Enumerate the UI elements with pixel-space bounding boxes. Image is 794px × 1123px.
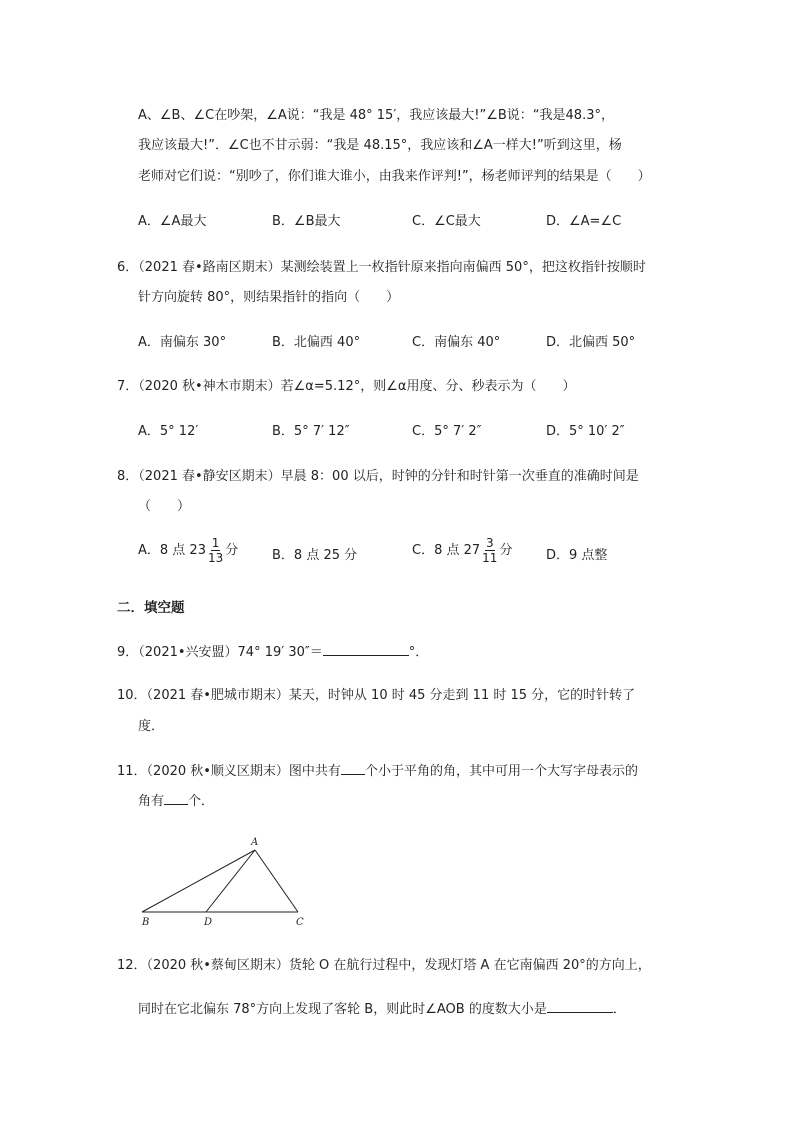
q12-end: ． — [612, 1002, 626, 1017]
q10-line-2: 度． — [138, 719, 165, 734]
q12-answer-blank[interactable] — [547, 1000, 613, 1013]
q11-text-1: 11．（2020 秋•顺义区期末）图中共有 — [117, 764, 341, 779]
q8-option-c-denominator: 11 — [482, 551, 498, 565]
q9-line — [117, 641, 428, 660]
q8-option-a-unit: 分 — [225, 543, 239, 558]
q5-option-b: B．∠B最大 — [272, 214, 341, 229]
q5-line-1: A、∠B、∠C在吵架，∠A说：“我是 48° 15′，我应该最大!”∠B说：“我是48.3°， — [138, 108, 614, 123]
q7-option-c: C．5° 7′ 2″ — [412, 424, 482, 439]
q8-option-b: B．8 点 25 分 — [272, 548, 358, 563]
q7-option-d: D．5° 10′ 2″ — [546, 424, 625, 439]
q11-text-3: 角有 — [138, 794, 165, 809]
q10-line-1: 10．（2021 春•肥城市期末）某天，时钟从 10 时 45 分走到 11 时 15 分，它的时针转了 — [117, 688, 636, 703]
q8-option-c-numerator: 3 — [485, 536, 494, 550]
q11-text-2: 个小于平角的角，其中可用一个大写字母表示的 — [364, 764, 638, 779]
q12-line-2 — [138, 998, 626, 1017]
q8-option-a-text: A．8 点 23 — [138, 543, 206, 558]
q12-text: 同时在它北偏东 78°方向上发现了客轮 B，则此时∠AOB 的度数大小是 — [138, 1002, 547, 1017]
q9-answer-blank[interactable] — [323, 643, 409, 656]
q11-answer-blank-1[interactable] — [341, 762, 365, 775]
q5-line-3: 老师对它们说：“别吵了，你们谁大谁小，由我来作评判!”，杨老师评判的结果是（ ） — [138, 169, 651, 184]
label-c: C — [296, 917, 304, 928]
q8-option-d: D．9 点整 — [546, 548, 608, 563]
q7-option-a: A．5° 12′ — [138, 424, 199, 439]
segment-ac — [255, 850, 298, 912]
q7-line-1: 7．（2020 秋•神木市期末）若∠α=5.12°，则∠α用度、分、秒表示为（ ） — [117, 379, 576, 394]
triangle-figure — [130, 830, 330, 930]
q8-option-a — [138, 536, 238, 565]
q5-line-2: 我应该最大!”．∠C也不甘示弱：“我是 48.15°，我应该和∠A一样大!”听到这里，杨 — [138, 138, 622, 153]
q8-line-1: 8．（2021 春•静安区期末）早晨 8：00 以后，时钟的分针和时针第一次垂直的准确时间是 — [117, 469, 639, 484]
section-heading: 二．填空题 — [117, 600, 185, 616]
q5-option-a: A．∠A最大 — [138, 214, 207, 229]
q8-line-2: （ ） — [138, 499, 191, 514]
q8-option-a-numerator: 1 — [211, 536, 220, 550]
q11-line-2 — [138, 790, 214, 809]
q9-text: 9．（2021•兴安盟）74° 19′ 30″＝ — [117, 645, 323, 660]
q8-option-a-fraction — [207, 536, 224, 565]
q5-option-c: C．∠C最大 — [412, 214, 481, 229]
q11-line-1 — [117, 760, 638, 779]
q9-unit: °． — [408, 645, 429, 660]
segment-da — [206, 850, 255, 912]
q8-option-c — [412, 536, 512, 565]
q6-option-b: B．北偏西 40° — [272, 335, 361, 350]
segment-ba — [142, 850, 255, 912]
label-b: B — [142, 917, 150, 928]
q6-option-d: D．北偏西 50° — [546, 335, 636, 350]
q8-option-c-fraction — [481, 536, 498, 565]
q6-option-c: C．南偏东 40° — [412, 335, 501, 350]
q11-text-4: 个． — [188, 794, 215, 809]
q6-option-a: A．南偏东 30° — [138, 335, 227, 350]
label-a: A — [251, 837, 259, 848]
label-d: D — [204, 917, 213, 928]
q8-option-a-denominator: 13 — [207, 551, 224, 565]
q5-option-d: D．∠A=∠C — [546, 214, 622, 229]
q8-option-c-text: C．8 点 27 — [412, 543, 481, 558]
q7-option-b: B．5° 7′ 12″ — [272, 424, 350, 439]
q11-answer-blank-2[interactable] — [164, 792, 188, 805]
q6-line-2: 针方向旋转 80°，则结果指针的指向（ ） — [138, 290, 400, 305]
q12-line-1: 12．（2020 秋•蔡甸区期末）货轮 O 在航行过程中，发现灯塔 A 在它南偏西 20°的方向上， — [117, 958, 651, 973]
q8-option-c-unit: 分 — [499, 543, 513, 558]
q6-line-1: 6．（2021 春•路南区期末）某测绘装置上一枚指针原来指向南偏西 50°，把这枚指针按顺时 — [117, 260, 646, 275]
